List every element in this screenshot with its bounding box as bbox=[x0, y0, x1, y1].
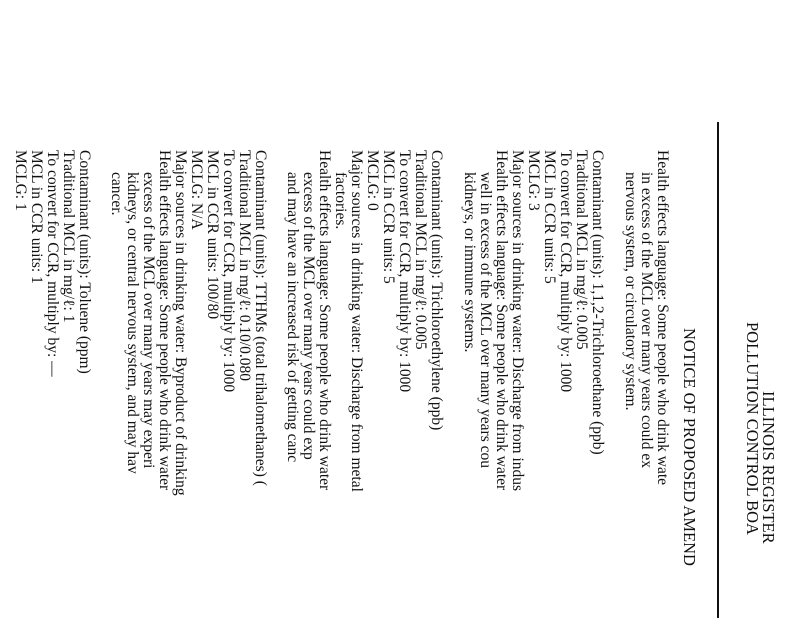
text-line: Health effects language: Some people who drink water bbox=[156, 150, 173, 491]
text-line: Contaminant (units): Trichloroethylene (ppb) bbox=[428, 150, 445, 431]
board-title: POLLUTION CONTROL BOA bbox=[743, 322, 762, 535]
text-line: Health effects language: Some people who drink water bbox=[493, 150, 510, 491]
text-line: To convert for CCR, multiply by: 1000 bbox=[396, 150, 413, 393]
text-line: MCLG: 1 bbox=[12, 150, 29, 211]
text-line: factories. bbox=[332, 172, 349, 230]
text-line: MCL in CCR units: 5 bbox=[541, 150, 558, 284]
text-line: MCL in CCR units: 100/80 bbox=[204, 150, 221, 320]
text-line: Major sources in drinking water: Discharge from indus bbox=[509, 150, 526, 492]
text-line: excess of the MCL over many years could exp bbox=[300, 172, 317, 460]
text-line: Health effects language: Some people who drink wate bbox=[654, 150, 671, 486]
text-line: Contaminant (units): Toluene (ppm) bbox=[76, 150, 93, 374]
text-line: Health effects language: Some people who drink water bbox=[316, 150, 333, 491]
text-line: Traditional MCL in mg/ℓ: 0.10/0.080 bbox=[236, 150, 253, 382]
text-line: and may have an increased risk of getting canc bbox=[284, 172, 301, 463]
text-line: To convert for CCR, multiply by: 1000 bbox=[220, 150, 237, 393]
text-line: Contaminant (units): 1,1,2-Trichloroethane (ppb) bbox=[589, 150, 606, 455]
text-line: kidneys, or immune systems. bbox=[461, 172, 478, 353]
text-line: well in excess of the MCL over many years cou bbox=[477, 172, 494, 468]
text-line: in excess of the MCL over many years could ex bbox=[638, 172, 655, 468]
text-line: MCLG: 3 bbox=[525, 150, 542, 211]
text-line: kidneys, or central nervous system, and may hav bbox=[124, 172, 141, 474]
text-line: MCL in CCR units: 5 bbox=[380, 150, 397, 284]
text-line: Major sources in drinking water: Discharge from metal bbox=[348, 150, 365, 492]
header-rule bbox=[717, 122, 719, 618]
text-line: To convert for CCR, multiply by: — bbox=[44, 150, 61, 377]
text-line: Traditional MCL in mg/ℓ: 1 bbox=[60, 150, 77, 323]
text-line: Traditional MCL in mg/ℓ: 0.005 bbox=[412, 150, 429, 350]
text-line: Major sources in drinking water: Byproduct of drinking bbox=[172, 150, 189, 496]
text-line: MCLG: 0 bbox=[364, 150, 381, 211]
text-line: MCL in CCR units: 1 bbox=[28, 150, 45, 284]
text-line: To convert for CCR, multiply by: 1000 bbox=[557, 150, 574, 393]
text-line: nervous system, or circulatory system. bbox=[622, 172, 639, 411]
text-line: MCLG: N/A bbox=[188, 150, 205, 230]
text-line: excess of the MCL over many years may experi bbox=[140, 172, 157, 469]
text-line: Traditional MCL in mg/ℓ: 0.005 bbox=[573, 150, 590, 350]
text-line: Contaminant (units): TTHMs (total trihalomethanes) ( bbox=[252, 150, 269, 486]
register-title: ILLINOIS REGISTER bbox=[759, 391, 778, 544]
text-line: cancer. bbox=[108, 172, 125, 216]
notice-title: NOTICE OF PROPOSED AMEND bbox=[680, 328, 699, 566]
